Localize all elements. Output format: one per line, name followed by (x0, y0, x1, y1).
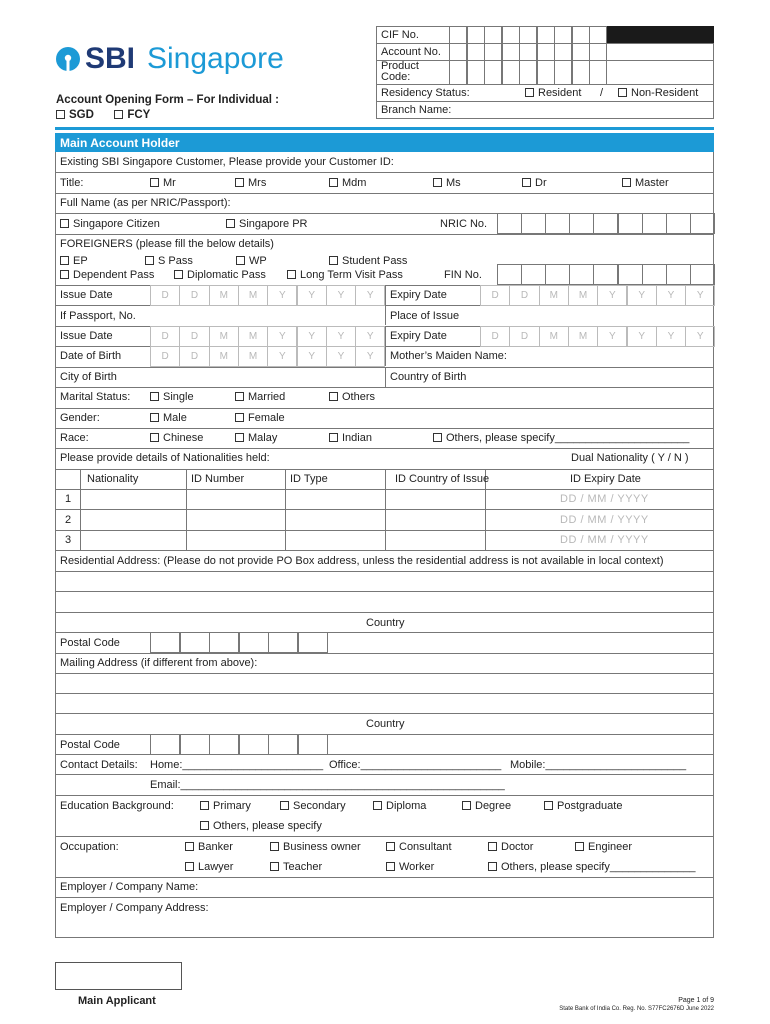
date-cell[interactable]: Y (685, 285, 715, 306)
branch-label: Branch Name: (381, 104, 452, 116)
nat-row-number: 1 (65, 493, 72, 505)
passport-no-label: If Passport, No. (60, 310, 136, 322)
edu-degree[interactable]: Degree (462, 800, 511, 812)
date-cell[interactable]: D (179, 285, 209, 306)
occ-engineer[interactable]: Engineer (575, 841, 632, 853)
nat-row-divider (55, 469, 714, 470)
entry-cell[interactable] (589, 60, 607, 85)
date-cell[interactable]: Y (326, 346, 356, 367)
entry-cell[interactable] (502, 43, 520, 61)
row-divider (55, 653, 714, 654)
dependent-pass-option[interactable]: Dependent Pass (60, 269, 154, 281)
title-label: Title: (60, 177, 84, 189)
nat-expiry-placeholder[interactable]: DD / MM / YYYY (560, 534, 649, 546)
entry-cell[interactable] (589, 26, 607, 44)
date-cell[interactable]: M (568, 326, 598, 347)
nric-cell[interactable] (497, 213, 522, 234)
nric-label: NRIC No. (440, 218, 488, 230)
spass-option[interactable]: S Pass (145, 255, 193, 267)
nric-cell[interactable] (690, 213, 715, 234)
entry-cell[interactable] (554, 43, 572, 61)
nat-expiry-placeholder[interactable]: DD / MM / YYYY (560, 513, 649, 526)
date-cell[interactable]: M (539, 326, 569, 347)
postal-cell[interactable] (180, 632, 210, 653)
date-cell[interactable]: Y (685, 326, 715, 347)
foreigners-heading: FOREIGNERS (please fill the below details) (60, 238, 274, 250)
row-divider (55, 428, 714, 429)
postal-cell[interactable] (150, 632, 180, 653)
row-divider (55, 172, 714, 173)
edu-diploma[interactable]: Diploma (373, 800, 426, 812)
date-cell[interactable]: Y (297, 285, 327, 306)
resident-option[interactable]: Resident (525, 87, 581, 99)
edu-secondary[interactable]: Secondary (280, 800, 346, 812)
gender-label: Gender: (60, 412, 100, 424)
entry-cell[interactable] (467, 26, 485, 44)
sbi-logo-icon (55, 46, 81, 72)
nric-cell[interactable] (593, 213, 618, 234)
form-title: Account Opening Form – For Individual : (56, 94, 279, 106)
row-divider (55, 897, 714, 898)
fin-label: FIN No. (444, 269, 482, 281)
marital-married[interactable]: Married (235, 391, 285, 403)
gender-female[interactable]: Female (235, 412, 285, 424)
expiry-date-label: Expiry Date (390, 289, 447, 301)
race-malay[interactable]: Malay (235, 432, 277, 444)
fin-cell[interactable] (666, 264, 691, 285)
date-cell[interactable]: D (480, 285, 510, 306)
entry-cell[interactable] (572, 60, 590, 85)
row-divider (55, 571, 714, 572)
title-dr[interactable]: Dr (522, 177, 547, 189)
mailing-country-label: Country (366, 718, 405, 730)
entry-cell[interactable] (589, 43, 607, 61)
student-pass-option[interactable]: Student Pass (329, 255, 407, 267)
date-cell[interactable]: M (209, 346, 239, 367)
date-cell[interactable]: D (179, 346, 209, 367)
nat-row-number: 3 (65, 534, 72, 546)
date-cell[interactable]: Y (297, 346, 327, 367)
row-divider (55, 448, 714, 449)
cif-shaded-block (607, 26, 714, 43)
col-divider (385, 305, 386, 325)
date-cell[interactable]: M (238, 346, 268, 367)
entry-cell[interactable] (554, 26, 572, 44)
wp-option[interactable]: WP (236, 255, 267, 267)
occ-business-owner[interactable]: Business owner (270, 841, 361, 853)
date-cell[interactable]: M (568, 285, 598, 306)
fin-cell[interactable] (642, 264, 667, 285)
cif-label: CIF No. (381, 29, 419, 41)
fin-cell[interactable] (618, 264, 643, 285)
singapore-citizen-option[interactable]: Singapore Citizen (60, 218, 160, 230)
edu-postgraduate[interactable]: Postgraduate (544, 800, 622, 812)
date-cell[interactable]: M (238, 326, 268, 347)
mobile-field[interactable]: Mobile:_______________________ (510, 759, 687, 771)
date-cell[interactable]: Y (355, 326, 385, 347)
residential-country-label: Country (366, 617, 405, 629)
date-cell[interactable]: Y (656, 285, 686, 306)
date-cell[interactable]: D (150, 285, 180, 306)
postal-cell[interactable] (209, 632, 239, 653)
edu-primary[interactable]: Primary (200, 800, 251, 812)
nat-row-divider (55, 489, 714, 490)
currency-options (56, 109, 150, 121)
edu-others[interactable]: Others, please specify (200, 820, 322, 832)
diplomatic-pass-option[interactable]: Diplomatic Pass (174, 269, 266, 281)
account-label: Account No. (381, 46, 441, 58)
company-reg: State Bank of India Co. Reg. No. S77FC2676D June 2022 (559, 1006, 714, 1012)
sgd-label: SGD (69, 109, 94, 121)
occ-banker[interactable]: Banker (185, 841, 233, 853)
date-cell[interactable]: D (480, 326, 510, 347)
race-others[interactable]: Others, please specify______________________ (433, 432, 689, 444)
entry-cell[interactable] (502, 60, 520, 85)
fin-cell[interactable] (593, 264, 618, 285)
date-cell[interactable]: M (539, 285, 569, 306)
email-field[interactable]: Email:_____________________________________________________ (150, 779, 505, 791)
occ-worker[interactable]: Worker (386, 861, 434, 873)
date-cell[interactable]: Y (267, 285, 297, 306)
nat-header: ID Number (191, 473, 245, 485)
date-cell[interactable]: Y (355, 285, 385, 306)
postal-cell[interactable] (150, 734, 180, 755)
fin-cell[interactable] (690, 264, 715, 285)
residential-postal-label: Postal Code (60, 637, 120, 649)
occ-consultant[interactable]: Consultant (386, 841, 452, 853)
row-divider (55, 713, 714, 714)
title-mr[interactable]: Mr (150, 177, 176, 189)
fin-cell[interactable] (497, 264, 522, 285)
date-cell[interactable]: Y (267, 326, 297, 347)
marital-others[interactable]: Others (329, 391, 375, 403)
nat-row-number: 2 (65, 513, 72, 526)
residency-slash: / (600, 87, 604, 99)
nat-header: ID Country of Issue (395, 473, 490, 485)
office-field[interactable]: Office:_______________________ (329, 759, 502, 771)
residential-address-label: Residential Address: (Please do not provide PO Box address, unless the residential address is not available in local context) (60, 555, 664, 567)
row-divider (55, 591, 714, 592)
col-divider (385, 367, 386, 387)
marital-single[interactable]: Single (150, 391, 194, 403)
home-field[interactable]: Home:_______________________ (150, 759, 324, 771)
fin-cell[interactable] (521, 264, 546, 285)
date-cell[interactable]: D (150, 346, 180, 367)
occ-doctor[interactable]: Doctor (488, 841, 533, 853)
entry-cell[interactable] (484, 60, 502, 85)
postal-cell[interactable] (239, 632, 269, 653)
postal-cell[interactable] (239, 734, 269, 755)
race-chinese[interactable]: Chinese (150, 432, 203, 444)
ep-option[interactable]: EP (60, 255, 88, 267)
date-cell[interactable]: M (209, 326, 239, 347)
sgd-checkbox[interactable] (56, 110, 65, 119)
date-cell[interactable]: Y (627, 326, 657, 347)
date-cell[interactable]: D (179, 326, 209, 347)
fin-cell[interactable] (569, 264, 594, 285)
entry-cell[interactable] (572, 26, 590, 44)
row-divider (55, 795, 714, 796)
nat-expiry-placeholder[interactable]: DD / MM / YYYY (560, 493, 649, 505)
entry-cell[interactable] (484, 43, 502, 61)
entry-cell[interactable] (519, 43, 537, 61)
row-divider (55, 612, 714, 613)
logo-brand: SBI (85, 42, 136, 75)
race-label: Race: (60, 432, 89, 444)
entry-cell[interactable] (519, 60, 537, 85)
fin-cell[interactable] (545, 264, 570, 285)
fcy-checkbox[interactable] (114, 110, 123, 119)
date-cell[interactable]: D (509, 326, 539, 347)
nat-row-divider (55, 530, 714, 531)
date-cell[interactable]: Y (597, 285, 627, 306)
date-cell[interactable]: M (209, 285, 239, 306)
date-cell[interactable]: Y (597, 326, 627, 347)
entry-cell[interactable] (484, 26, 502, 44)
nric-cell[interactable] (618, 213, 643, 234)
mailing-postal-label: Postal Code (60, 739, 120, 751)
contact-label: Contact Details: (60, 759, 138, 771)
section-title: Main Account Holder (60, 136, 180, 150)
date-cell[interactable]: Y (326, 326, 356, 347)
singapore-pr-option[interactable]: Singapore PR (226, 218, 308, 230)
entry-cell[interactable] (554, 60, 572, 85)
nric-cell[interactable] (642, 213, 667, 234)
occ-others[interactable]: Others, please specify______________ (488, 861, 695, 873)
full-name-label: Full Name (as per NRIC/Passport): (60, 197, 231, 209)
occ-lawyer[interactable]: Lawyer (185, 861, 233, 873)
postal-cell[interactable] (298, 632, 328, 653)
row-divider (55, 774, 714, 775)
nric-cell[interactable] (545, 213, 570, 234)
postal-cell[interactable] (298, 734, 328, 755)
row-divider (55, 193, 714, 194)
sbi-logo (55, 40, 315, 80)
nat-row-divider (55, 550, 714, 551)
gender-male[interactable]: Male (150, 412, 187, 424)
marital-label: Marital Status: (60, 391, 131, 403)
title-master[interactable]: Master (622, 177, 669, 189)
expiry-date2-label: Expiry Date (390, 330, 447, 342)
date-cell[interactable]: Y (656, 326, 686, 347)
postal-cell[interactable] (180, 734, 210, 755)
date-cell[interactable]: Y (297, 326, 327, 347)
date-cell[interactable]: Y (355, 346, 385, 367)
entry-cell[interactable] (449, 60, 467, 85)
signature-box[interactable] (55, 962, 182, 990)
occupation-label: Occupation: (60, 841, 119, 853)
race-indian[interactable]: Indian (329, 432, 372, 444)
date-cell[interactable]: Y (267, 346, 297, 367)
date-cell[interactable]: D (509, 285, 539, 306)
postal-cell[interactable] (209, 734, 239, 755)
issue-date-label: Issue Date (60, 289, 113, 301)
non-resident-option[interactable]: Non-Resident (618, 87, 698, 99)
nat-row-divider (55, 509, 714, 510)
entry-cell[interactable] (449, 26, 467, 44)
residency-label: Residency Status: (381, 87, 470, 99)
date-cell[interactable]: M (238, 285, 268, 306)
nationalities-prompt: Please provide details of Nationalities held: (60, 452, 270, 464)
date-cell[interactable]: Y (627, 285, 657, 306)
logo-region: Singapore (147, 42, 284, 75)
postal-cell[interactable] (268, 734, 298, 755)
date-cell[interactable]: Y (326, 285, 356, 306)
employer-address-label: Employer / Company Address: (60, 902, 209, 914)
date-cell[interactable]: D (150, 326, 180, 347)
dob-label: Date of Birth (60, 350, 122, 362)
city-of-birth-label: City of Birth (60, 371, 117, 383)
issue-date2-label: Issue Date (60, 330, 113, 342)
row-divider (55, 877, 714, 878)
country-of-birth-label: Country of Birth (390, 371, 467, 383)
nric-cell[interactable] (521, 213, 546, 234)
nat-header: ID Expiry Date (570, 473, 641, 485)
nat-header: Nationality (87, 473, 139, 485)
nat-header: ID Type (290, 473, 328, 485)
entry-cell[interactable] (572, 43, 590, 61)
entry-cell[interactable] (467, 43, 485, 61)
entry-cell[interactable] (519, 26, 537, 44)
title-mrs[interactable]: Mrs (235, 177, 266, 189)
place-of-issue-label: Place of Issue (390, 310, 460, 322)
employer-name-label: Employer / Company Name: (60, 881, 199, 893)
row-divider (55, 408, 714, 409)
row-divider (55, 234, 714, 235)
entry-cell[interactable] (449, 43, 467, 61)
dual-nationality-label: Dual Nationality ( Y / N ) (571, 452, 689, 464)
entry-cell[interactable] (537, 43, 555, 61)
page-number: Page 1 of 9 (678, 997, 714, 1004)
product-label: Product Code: (381, 60, 419, 83)
postal-cell[interactable] (268, 632, 298, 653)
occ-teacher[interactable]: Teacher (270, 861, 322, 873)
entry-cell[interactable] (537, 60, 555, 85)
education-label: Education Background: (60, 800, 174, 812)
main-applicant-label: Main Applicant (78, 995, 156, 1007)
fcy-label: FCY (127, 109, 151, 121)
existing-customer-label: Existing SBI Singapore Customer, Please provide your Customer ID: (60, 156, 394, 168)
title-ms[interactable]: Ms (433, 177, 461, 189)
title-mdm[interactable]: Mdm (329, 177, 366, 189)
row-divider (55, 836, 714, 837)
entry-cell[interactable] (537, 26, 555, 44)
long-term-pass-option[interactable]: Long Term Visit Pass (287, 269, 403, 281)
row-divider (55, 387, 714, 388)
row-divider (55, 693, 714, 694)
row-divider (55, 673, 714, 674)
nric-cell[interactable] (569, 213, 594, 234)
mailing-address-label: Mailing Address (if different from above): (60, 657, 258, 669)
nric-cell[interactable] (666, 213, 691, 234)
entry-cell[interactable] (502, 26, 520, 44)
maiden-name-label: Mother’s Maiden Name: (390, 350, 507, 362)
entry-cell[interactable] (467, 60, 485, 85)
